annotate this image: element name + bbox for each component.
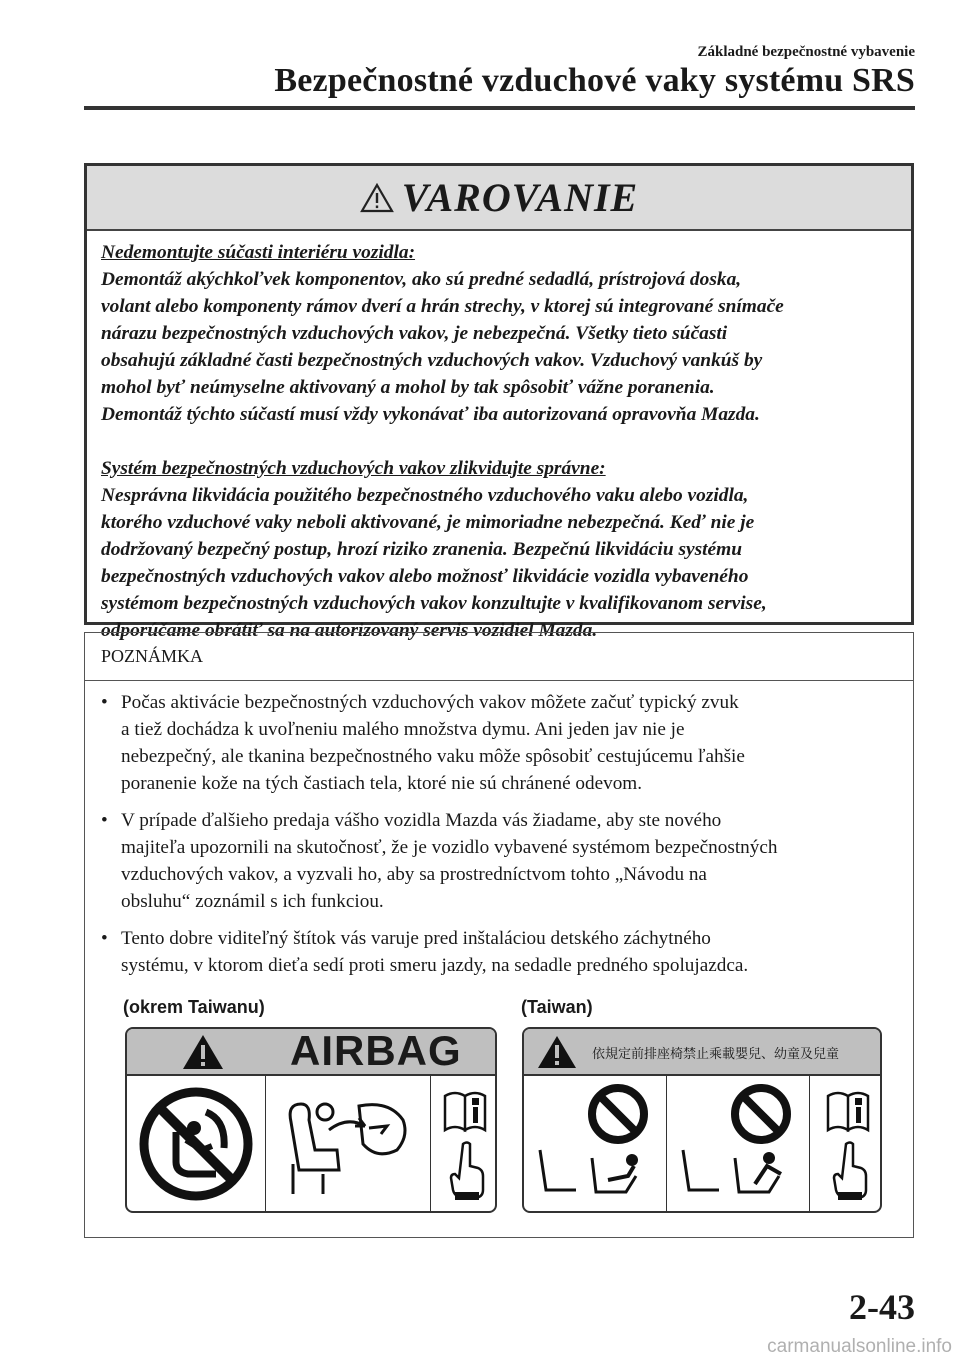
note-list	[85, 681, 913, 979]
note-item	[101, 807, 897, 915]
label-cell	[810, 1076, 880, 1211]
label-cell	[431, 1076, 495, 1211]
airbag-text: AIRBAG	[290, 1027, 462, 1074]
pointing-hand-icon	[447, 1140, 487, 1202]
watermark: carmanualsonline.info	[767, 1336, 952, 1357]
label-cell	[667, 1076, 810, 1211]
warning-line: obsahujú základné časti bezpečnostných vzduchových vakov. Vzduchový vankúš by	[101, 350, 763, 371]
warning-line: mohol byť neúmyselne aktivovaný a mohol by tak spôsobiť vážne poranenia.	[101, 377, 715, 398]
note-line: poranenie kože na tých častiach tela, ktoré nie sú chránené odevom.	[121, 773, 643, 794]
note-item	[101, 925, 897, 979]
note-line: majiteľa upozornili na skutočnosť, že je vozidlo vybavené systémom bezpečnostných	[121, 837, 778, 858]
note-line: obsluhu“ zoznámil s ich funkciou.	[121, 891, 384, 912]
cjk-warning-text: 依規定前排座椅禁止乘載嬰兒、幼童及兒童	[592, 1047, 840, 1062]
note-line: nebezpečný, ale tkanina bezpečnostného vaku môže spôsobiť cestujúcemu ľahšie	[121, 746, 745, 767]
airbag-label-right	[522, 1027, 882, 1213]
warning-header	[87, 166, 911, 231]
bullet: •	[101, 928, 108, 949]
warning-line: odporúčame obrátiť sa na autorizovaný servis vozidiel Mazda.	[101, 620, 598, 641]
warning-line: bezpečnostných vzduchových vakov alebo možnosť likvidácie vozidla vybaveného	[101, 566, 749, 587]
warning-title: VAROVANIE	[401, 175, 639, 220]
airbag-deploy-icon	[273, 1082, 423, 1202]
label-right-caption: (Taiwan)	[521, 997, 593, 1017]
airbag-label-left	[125, 1027, 497, 1213]
section-label: Základné bezpečnostné vybavenie	[697, 44, 915, 60]
note-line: systému, v ktorom dieťa sedí proti smeru jazdy, na sedadle predného spolujazdca.	[121, 955, 749, 976]
warning-heading-1: Nedemontujte súčasti interiéru vozidla:	[101, 242, 416, 263]
page-number: 2-43	[849, 1287, 915, 1327]
manual-book-icon	[441, 1088, 491, 1134]
warning-triangle-icon	[181, 1033, 225, 1071]
bullet: •	[101, 810, 108, 831]
warning-line: dodržovaný bezpečný postup, hrozí riziko zranenia. Bezpečnú likvidáciu systému	[101, 539, 743, 560]
note-line: vzduchových vakov, a vyzvali ho, aby sa prostredníctvom tohto „Návodu na	[121, 864, 707, 885]
bullet: •	[101, 692, 108, 713]
page-title: Bezpečnostné vzduchové vaky systému SRS	[274, 62, 915, 99]
warning-line: ktorého vzduchové vaky neboli aktivované, je mimoriadne nebezpečná. Keď nie je	[101, 512, 755, 533]
manual-book-icon	[824, 1088, 874, 1134]
no-infant-seat-icon	[528, 1080, 660, 1210]
warning-triangle-icon	[360, 183, 394, 213]
note-item	[101, 689, 897, 797]
warning-triangle-icon	[536, 1034, 578, 1070]
warning-heading-2: Systém bezpečnostných vzduchových vakov zlikvidujte správne:	[101, 458, 606, 479]
label-band	[524, 1029, 880, 1076]
label-left-caption: (okrem Taiwanu)	[123, 997, 265, 1017]
warning-line: Nesprávna likvidácia použitého bezpečnostného vzduchového vaku alebo vozidla,	[101, 485, 749, 506]
no-rear-facing-seat-icon	[136, 1084, 256, 1204]
label-band	[127, 1029, 495, 1076]
note-line: Tento dobre viditeľný štítok vás varuje pred inštaláciou detského záchytného	[121, 928, 711, 949]
warning-box	[84, 163, 914, 641]
note-box	[84, 632, 914, 1238]
no-child-seat-icon	[671, 1080, 803, 1210]
note-title: POZNÁMKA	[85, 633, 913, 681]
title-rule	[84, 106, 915, 110]
warning-line: nárazu bezpečnostných vzduchových vakov, je nebezpečná. Všetky tieto súčasti	[101, 323, 728, 344]
label-cell	[524, 1076, 667, 1211]
warning-line: volant alebo komponenty rámov dverí a hrán strechy, v ktorej sú integrované snímače	[101, 296, 784, 317]
pointing-hand-icon	[830, 1140, 870, 1202]
note-line: a tiež dochádza k uvoľneniu malého množstva dymu. Ani jeden jav nie je	[121, 719, 685, 740]
note-line: V prípade ďalšieho predaja vášho vozidla Mazda vás žiadame, aby ste nového	[121, 810, 722, 831]
warning-line: Demontáž akýchkoľvek komponentov, ako sú predné sedadlá, prístrojová doska,	[101, 269, 742, 290]
warning-body	[87, 231, 911, 644]
warning-line: systémom bezpečnostných vzduchových vakov konzultujte v kvalifikovanom servise,	[101, 593, 767, 614]
warning-line: Demontáž týchto súčastí musí vždy vykonávať iba autorizovaná opravovňa Mazda.	[101, 404, 760, 425]
label-cell	[266, 1076, 431, 1211]
label-cell	[127, 1076, 266, 1211]
note-line: Počas aktivácie bezpečnostných vzduchových vakov môžete začuť typický zvuk	[121, 692, 739, 713]
